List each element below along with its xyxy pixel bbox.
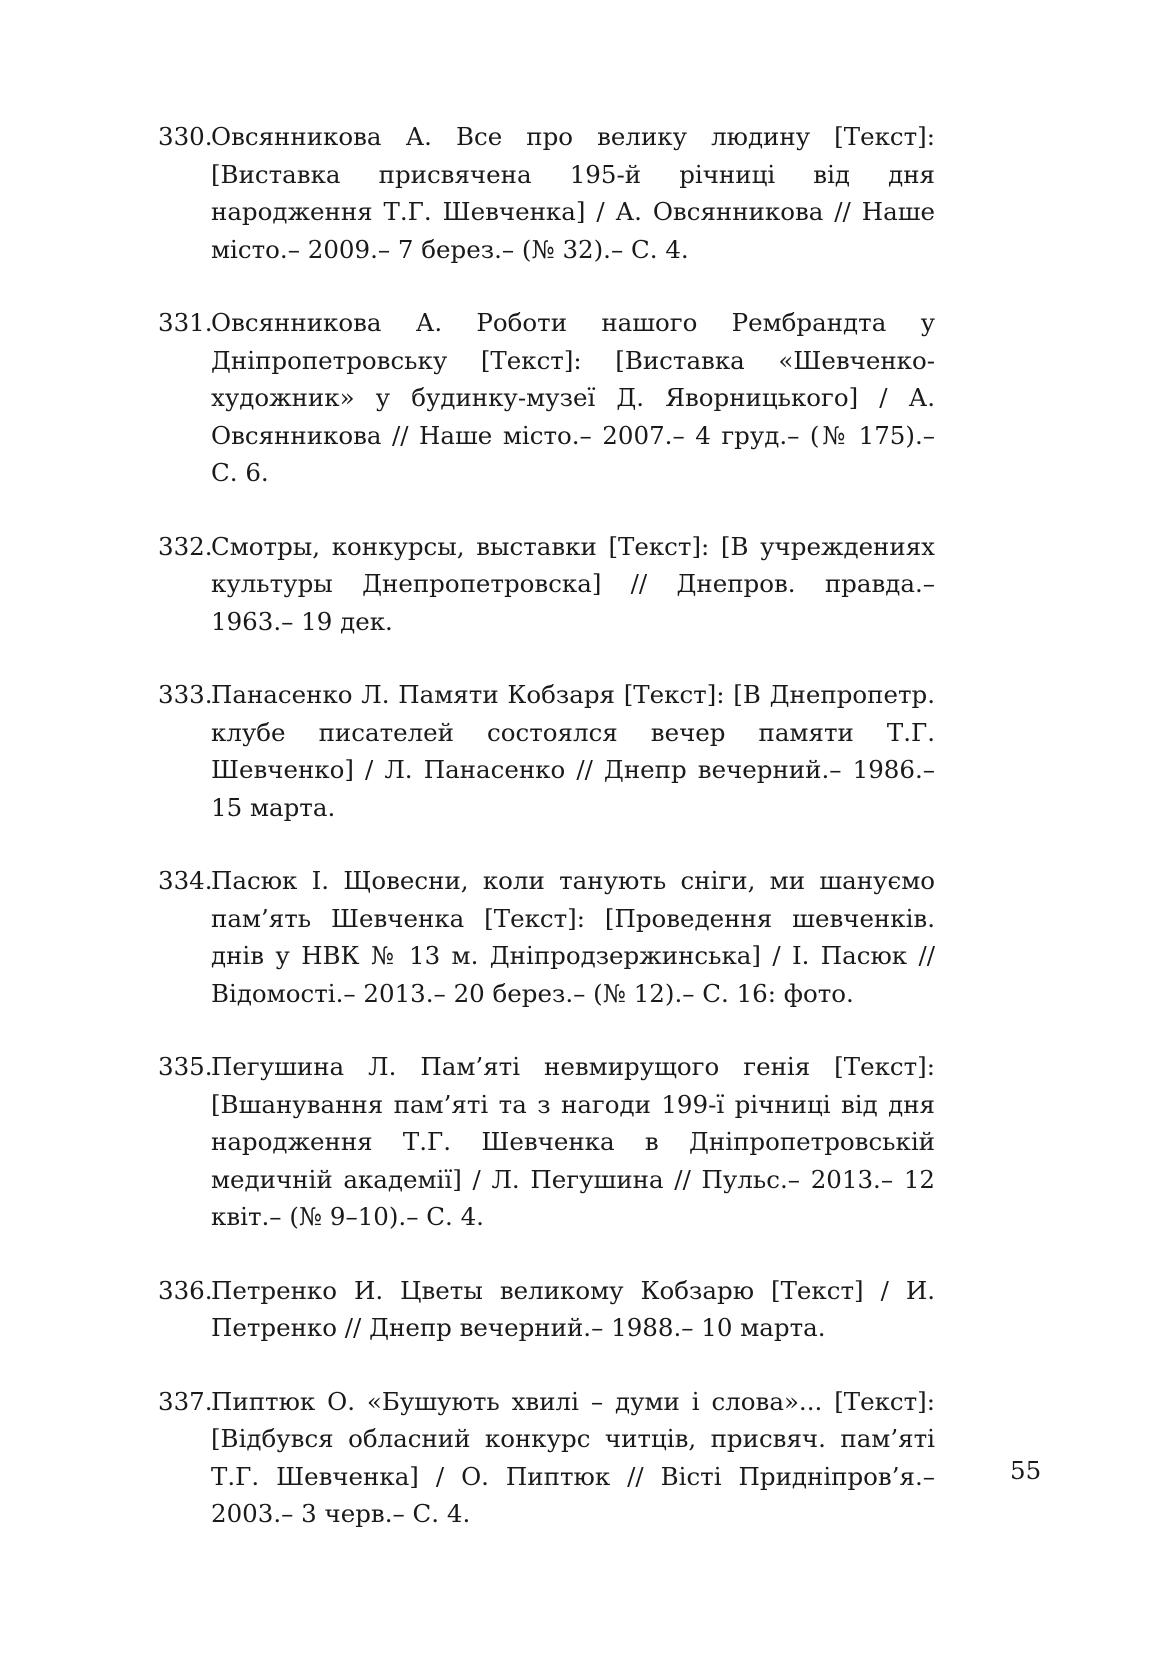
entry-text: Овсянникова А. Все про велику людину [Текст]: [Виставка присвячена 195-й річниці від дня народження Т.Г. Шевченка] / А. Овсянникова // Наше місто.– 2009.– 7 берез.– (№ 32).– С. 4. xyxy=(211,122,935,264)
entry-number: 337. xyxy=(158,1386,213,1416)
bibliography-list xyxy=(158,118,935,1569)
entry-number: 335. xyxy=(158,1052,213,1081)
entry-number: 333. xyxy=(158,680,213,709)
entry-number: 332. xyxy=(158,531,213,561)
bibliography-entry xyxy=(158,862,935,1012)
entry-text: Петренко И. Цветы великому Кобзарю [Текст] / И. Петренко // Днепр вечерний.– 1988.– 10 марта. xyxy=(211,1275,935,1342)
entry-text: Пегушина Л. Пам’яті невмирущого генія [Текст]: [Вшанування пам’яті та з нагоди 199-ї річниці від дня народження Т.Г. Шевченка в Дніпропетровській медичній академії] / Л. Пегушина // Пульс.– 2013.– 12 квіт.– (№ 9–10).– С. 4. xyxy=(211,1052,935,1231)
bibliography-entry xyxy=(158,1048,935,1236)
entry-text: Овсянникова А. Роботи нашого Рембрандта у Дніпропетровську [Текст]: [Виставка «Шевченко-художник» у будинку-музеї Д. Яворницького] / А. Овсянникова // Наше місто.– 2007.– 4 груд.– (№ 175).– С. 6. xyxy=(211,308,935,487)
entry-number: 334. xyxy=(158,866,213,895)
bibliography-entry xyxy=(158,304,935,492)
entry-text: Смотры, конкурсы, выставки [Текст]: [В учреждениях культуры Днепропетровска] // Днепров. правда.– 1963.– 19 дек. xyxy=(211,531,935,636)
entry-number: 336. xyxy=(158,1275,213,1305)
bibliography-entry xyxy=(158,676,935,826)
bibliography-entry xyxy=(158,118,935,268)
entry-text: Пасюк І. Щовесни, коли танують сніги, ми шануємо пам’ять Шевченка [Текст]: [Проведення шевченків. днів у НВК № 13 м. Дніпродзержинська] / І. Пасюк // Відомості.– 2013.– 20 берез.– (№ 12).– С. 16: фото. xyxy=(211,866,935,1008)
bibliography-entry xyxy=(158,528,935,641)
entry-text: Панасенко Л. Памяти Кобзаря [Текст]: [В Днепропетр. клубе писателей состоялся вечер памяти Т.Г. Шевченко] / Л. Панасенко // Днепр вечерний.– 1986.– 15 марта. xyxy=(211,680,935,822)
entry-text: Пиптюк О. «Бушують хвилі – думи і слова»... [Текст]: [Відбувся обласний конкурс читців, присвяч. пам’яті Т.Г. Шевченка] / О. Пиптюк // Вісті Придніпров’я.– 2003.– 3 черв.– С. 4. xyxy=(211,1386,935,1528)
bibliography-entry xyxy=(158,1272,935,1347)
entry-number: 331. xyxy=(158,308,213,337)
entry-number: 330. xyxy=(158,122,213,151)
bibliography-entry xyxy=(158,1383,935,1533)
page-number: 55 xyxy=(1010,1456,1042,1485)
